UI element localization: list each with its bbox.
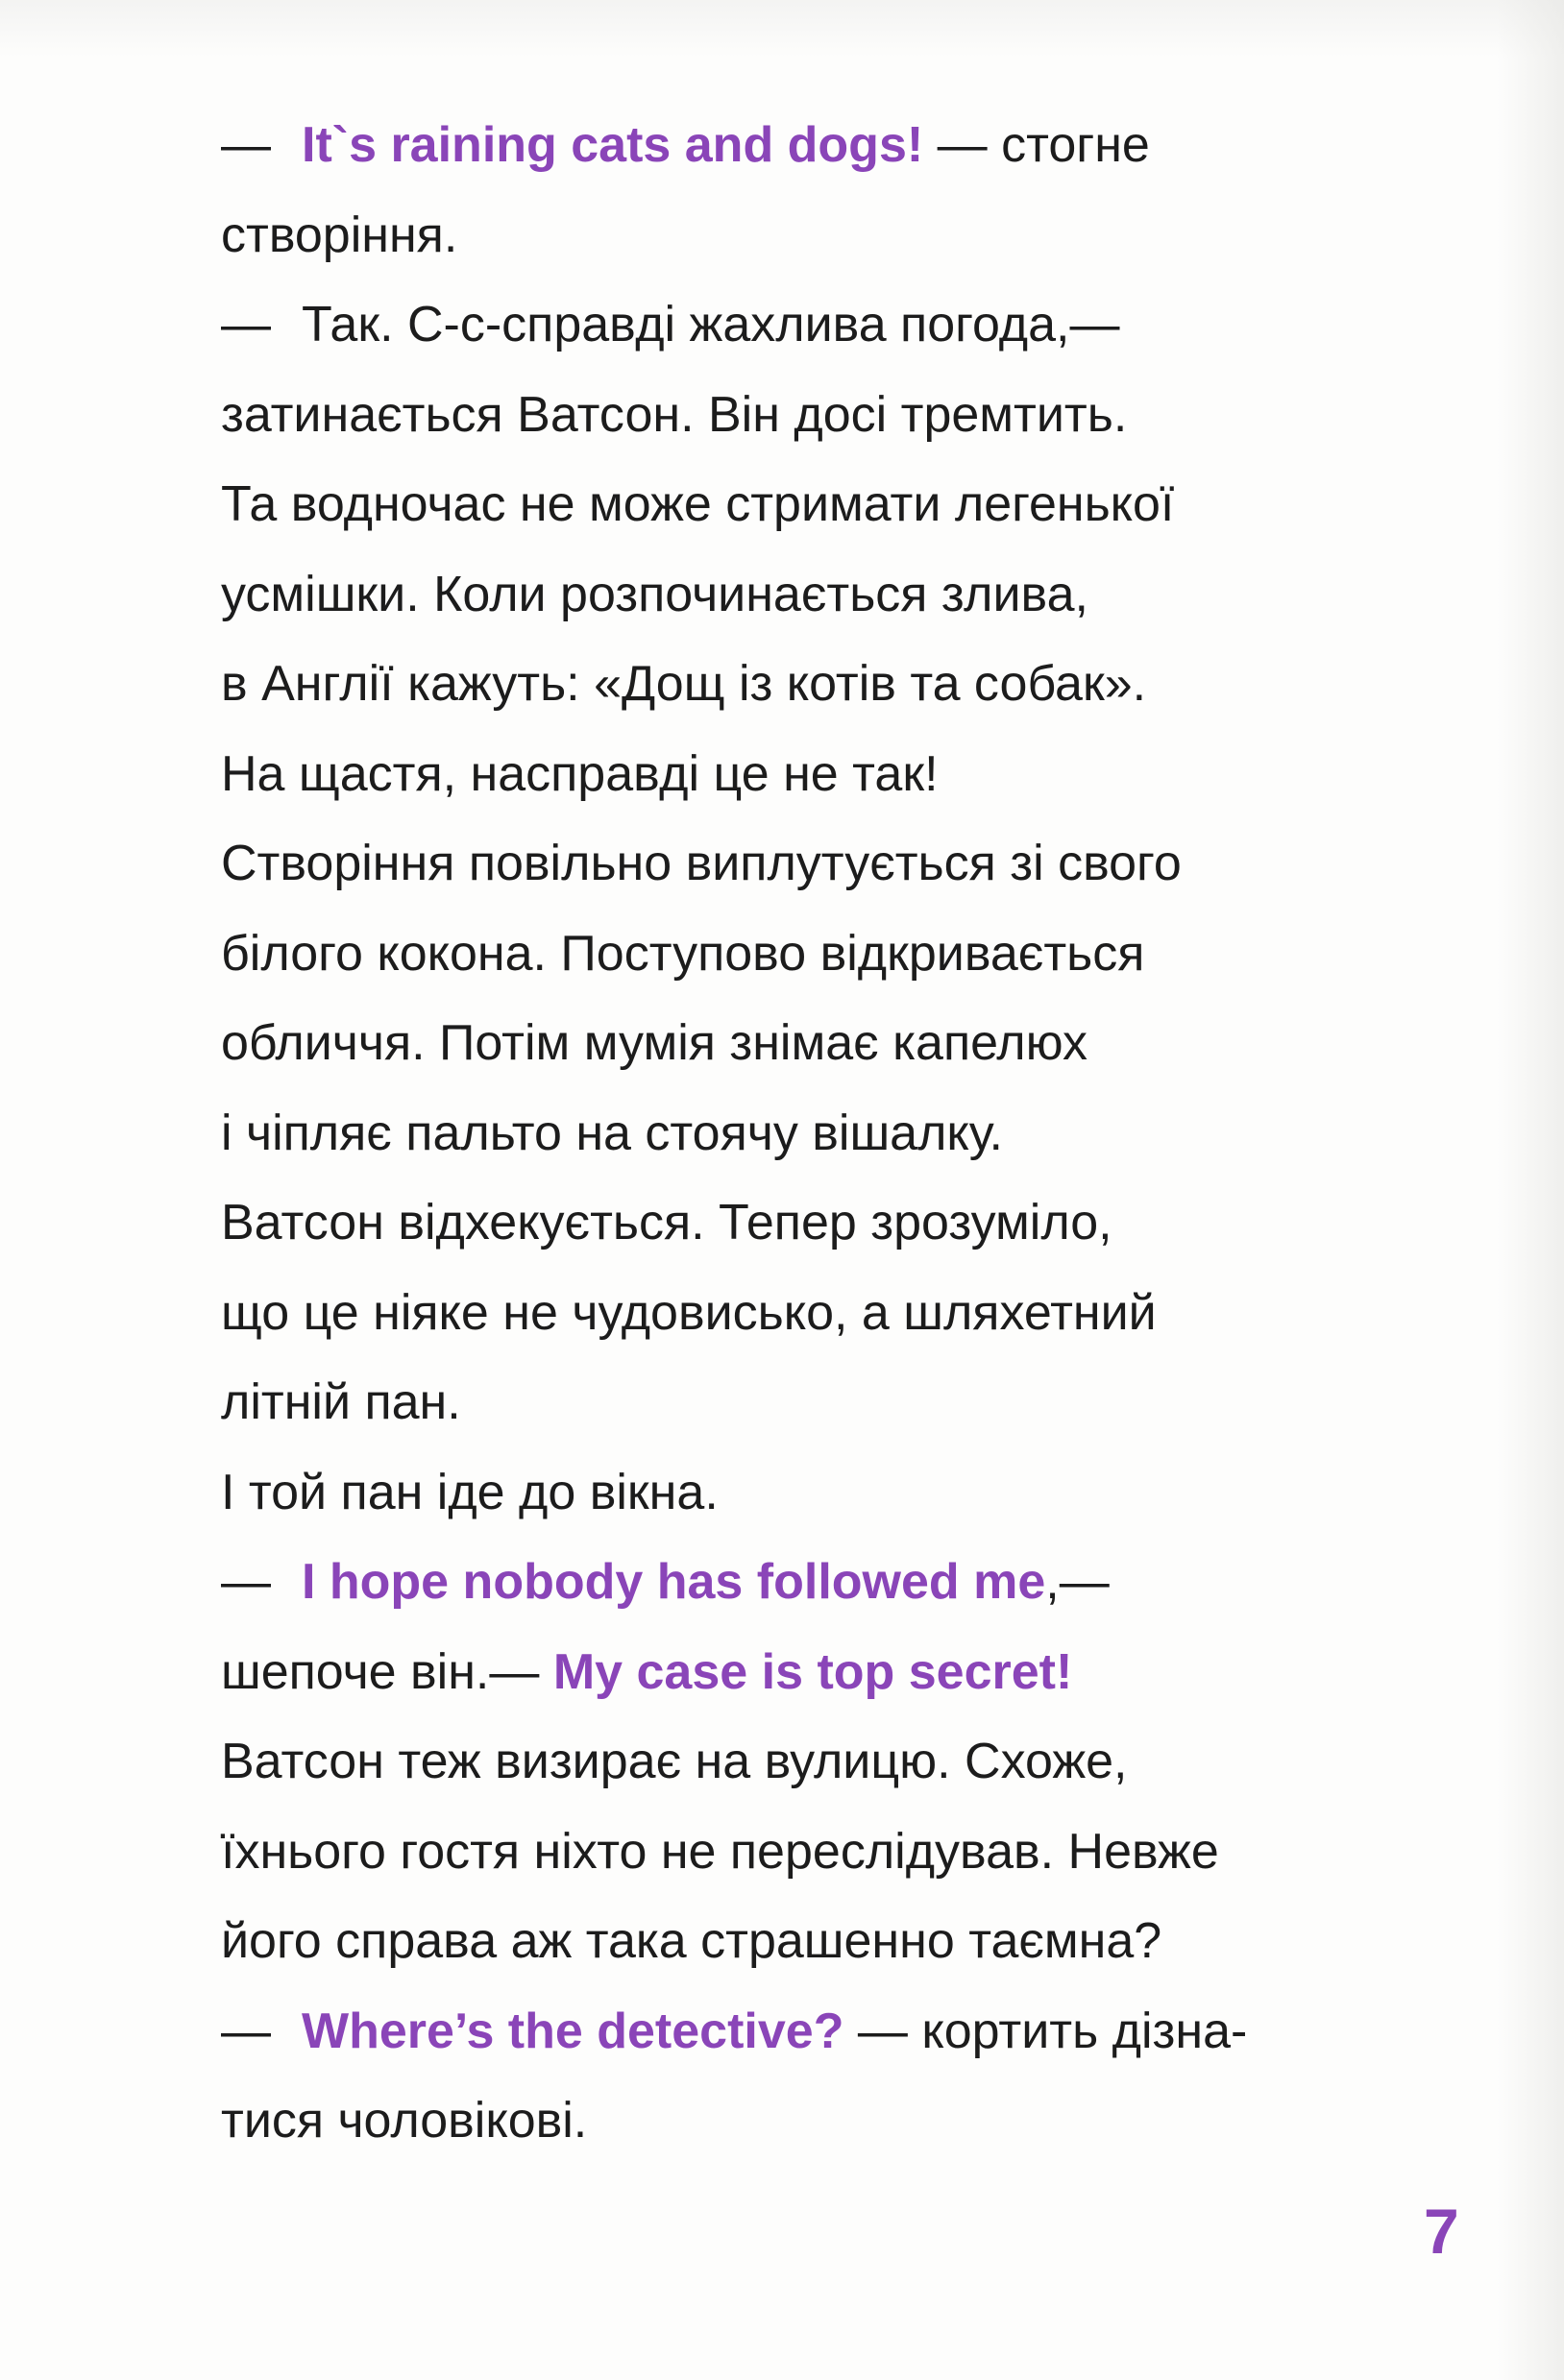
text-line-15: літній пан. (221, 1374, 461, 1430)
text-line-4: затинається Ватсон. Він досі тремтить. (221, 386, 1128, 443)
text-line-16: І той пан іде до вікна. (221, 1464, 719, 1520)
text-line-1: — It`s raining cats and dogs! — стогне (221, 117, 1150, 173)
text-line-17: — I hope nobody has followed me,— (221, 1554, 1110, 1610)
text-line-11: обличчя. Потім мумія знімає капелюх (221, 1015, 1088, 1071)
text-line-6: усмішки. Коли розпочинається злива, (221, 566, 1088, 622)
text-line-2: створіння. (221, 206, 458, 263)
text-line-13: Ватсон відхекується. Тепер зрозуміло, (221, 1195, 1112, 1251)
page-edge-shadow (1497, 0, 1564, 2380)
text-line-14: що це ніяке не чудовисько, а шляхетний (221, 1284, 1157, 1341)
english-phrase: Where’s the detective? (302, 2003, 844, 2059)
body-text (221, 101, 1431, 2167)
text-line-21: його справа аж така страшенно таємна? (221, 1913, 1162, 1969)
text-line-20: їхнього гостя ніхто не переслідував. Невже (221, 1823, 1219, 1880)
text-line-22: — Where’s the detective? — кортить дізна- (221, 2003, 1248, 2059)
text-line-3: — Так. С-с-справді жахлива погода,— (221, 297, 1120, 352)
text-line-10: білого кокона. Поступово відкривається (221, 925, 1145, 982)
english-phrase: My case is top secret! (552, 1643, 1073, 1700)
text-line-5: Та водночас не може стримати легенької (221, 476, 1175, 532)
text-line-8: На щастя, насправді це не так! (221, 745, 939, 802)
text-line-19: Ватсон теж визирає на вулицю. Схоже, (221, 1734, 1128, 1789)
english-phrase: I hope nobody has followed me (302, 1554, 1046, 1610)
text-line-12: і чіпляє пальто на стоячу вішалку. (221, 1105, 1003, 1161)
text-line-18: шепоче він.— My case is top secret! (221, 1643, 1073, 1700)
english-phrase: It`s raining cats and dogs! (302, 117, 924, 173)
text-line-9: Створіння повільно виплутується зі свого (221, 836, 1182, 891)
page-top-shadow (0, 0, 1564, 58)
text-line-23: тися чоловікові. (221, 2093, 588, 2149)
text-line-7: в Англії кажуть: «Дощ із котів та собак». (221, 656, 1147, 712)
page-number: 7 (1424, 2196, 1459, 2267)
